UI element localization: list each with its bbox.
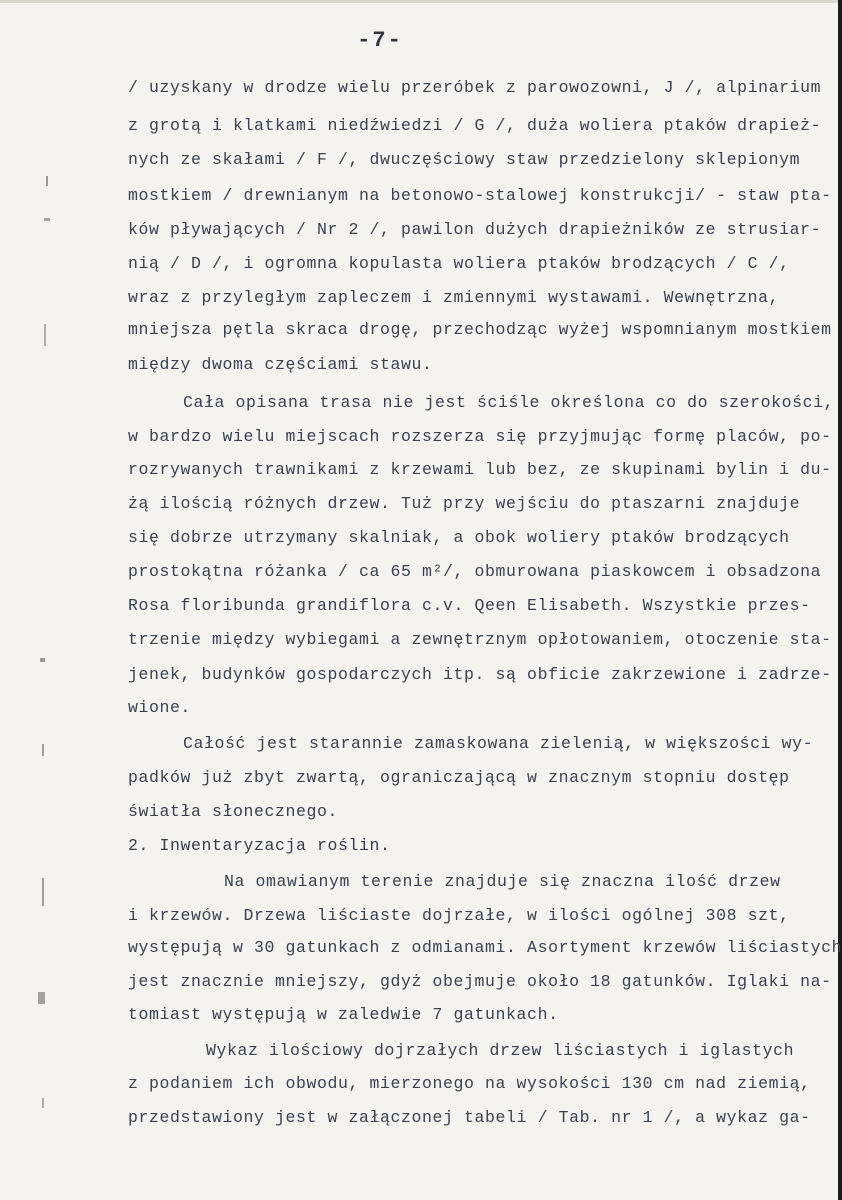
text-line: mniejsza pętla skraca drogę, przechodząc wyżej wspomnianym mostkiem xyxy=(128,320,832,339)
margin-mark xyxy=(44,218,50,221)
margin-mark xyxy=(44,324,46,346)
section-heading: 2. Inwentaryzacja roślin. xyxy=(128,836,391,855)
text-line: Rosa floribunda grandiflora c.v. Qeen Elisabeth. Wszystkie przes- xyxy=(128,596,811,615)
text-line: Na omawianym terenie znajduje się znaczna ilość drzew xyxy=(224,872,781,891)
text-line: rozrywanych trawnikami z krzewami lub bez, ze skupinami bylin i du- xyxy=(128,460,832,479)
margin-mark xyxy=(40,658,45,662)
text-line: mostkiem / drewnianym na betonowo-stalowej konstrukcji/ - staw pta- xyxy=(128,186,832,205)
text-line: się dobrze utrzymany skalniak, a obok woliery ptaków brodzących xyxy=(128,528,790,547)
text-line: z grotą i klatkami niedźwiedzi / G /, duża woliera ptaków drapież- xyxy=(128,116,822,135)
text-line: prostokątna różanka / ca 65 m²/, obmurowana piaskowcem i obsadzona xyxy=(128,562,822,581)
margin-mark xyxy=(38,992,45,1004)
text-line: padków już zbyt zwartą, ograniczającą w znacznym stopniu dostęp xyxy=(128,768,790,787)
text-line: Cała opisana trasa nie jest ściśle określona co do szerokości, xyxy=(183,393,835,412)
text-line: nych ze skałami / F /, dwuczęściowy staw przedzielony sklepionym xyxy=(128,150,801,169)
margin-mark xyxy=(42,744,44,756)
text-line: ków pływających / Nr 2 /, pawilon dużych drapieżników ze strusiar- xyxy=(128,220,822,239)
text-line: w bardzo wielu miejscach rozszerza się przyjmując formę placów, po- xyxy=(128,427,832,446)
text-line: Całość jest starannie zamaskowana zielenią, w większości wy- xyxy=(183,734,814,753)
text-line: nią / D /, i ogromna kopulasta woliera ptaków brodzących / C /, xyxy=(128,254,790,273)
text-line: przedstawiony jest w załączonej tabeli / Tab. nr 1 /, a wykaz ga- xyxy=(128,1108,811,1127)
text-line: jenek, budynków gospodarczych itp. są obficie zakrzewione i zadrze- xyxy=(128,665,832,684)
text-line: światła słonecznego. xyxy=(128,802,339,821)
text-line: między dwoma częściami stawu. xyxy=(128,355,433,374)
margin-mark xyxy=(42,1098,44,1108)
page-number: -7- xyxy=(357,28,403,53)
text-line: żą ilością różnych drzew. Tuż przy wejściu do ptaszarni znajduje xyxy=(128,494,801,513)
text-line: i krzewów. Drzewa liściaste dojrzałe, w ilości ogólnej 308 szt, xyxy=(128,906,790,925)
margin-mark xyxy=(46,176,48,186)
margin-mark xyxy=(42,878,44,906)
text-line: / uzyskany w drodze wielu przeróbek z parowozowni, J /, alpinarium xyxy=(128,78,822,97)
text-line: z podaniem ich obwodu, mierzonego na wysokości 130 cm nad ziemią, xyxy=(128,1074,811,1093)
text-line: tomiast występują w zaledwie 7 gatunkach. xyxy=(128,1005,559,1024)
text-line: wraz z przyległym zapleczem i zmiennymi wystawami. Wewnętrzna, xyxy=(128,288,780,307)
text-line: trzenie między wybiegami a zewnętrznym opłotowaniem, otoczenie sta- xyxy=(128,630,832,649)
text-line: jest znacznie mniejszy, gdyż obejmuje około 18 gatunków. Iglaki na- xyxy=(128,972,832,991)
text-line: występują w 30 gatunkach z odmianami. Asortyment krzewów liściastych xyxy=(128,938,842,957)
text-line: Wykaz ilościowy dojrzałych drzew liściastych i iglastych xyxy=(206,1041,795,1060)
text-line: wione. xyxy=(128,698,192,717)
